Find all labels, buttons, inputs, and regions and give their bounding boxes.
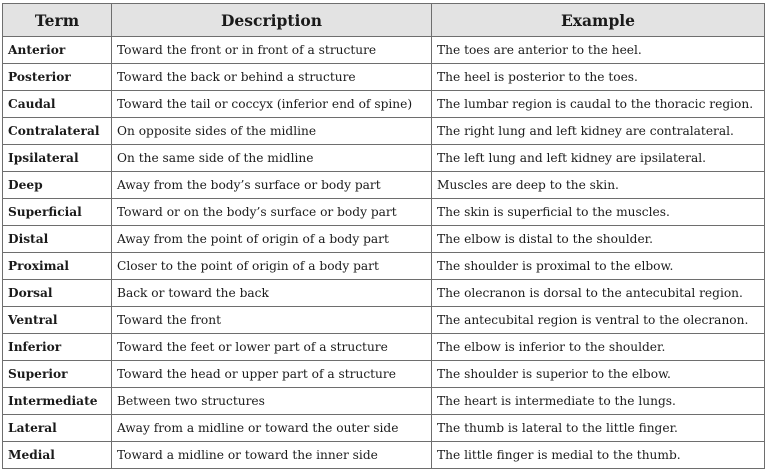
table-row <box>3 145 765 172</box>
table-body <box>3 37 765 469</box>
description-cell: Back or toward the back <box>112 280 432 307</box>
term-cell: Deep <box>3 172 112 199</box>
example-cell: The heart is intermediate to the lungs. <box>432 388 765 415</box>
header-row <box>3 4 765 37</box>
description-cell: Away from the body’s surface or body part <box>112 172 432 199</box>
anatomical-terms-table-container <box>2 3 764 469</box>
table-row <box>3 307 765 334</box>
example-cell: The elbow is inferior to the shoulder. <box>432 334 765 361</box>
description-cell: Toward the tail or coccyx (inferior end of spine) <box>112 91 432 118</box>
description-cell: Toward or on the body’s surface or body part <box>112 199 432 226</box>
description-cell: Toward the back or behind a structure <box>112 64 432 91</box>
example-cell: The shoulder is proximal to the elbow. <box>432 253 765 280</box>
table-row <box>3 199 765 226</box>
term-cell: Superficial <box>3 199 112 226</box>
term-cell: Posterior <box>3 64 112 91</box>
table-row <box>3 226 765 253</box>
header-description: Description <box>112 4 432 37</box>
description-cell: Toward the head or upper part of a structure <box>112 361 432 388</box>
header-example: Example <box>432 4 765 37</box>
table-row <box>3 388 765 415</box>
table-row <box>3 334 765 361</box>
description-cell: Away from a midline or toward the outer side <box>112 415 432 442</box>
term-cell: Proximal <box>3 253 112 280</box>
table-row <box>3 280 765 307</box>
description-cell: Closer to the point of origin of a body part <box>112 253 432 280</box>
term-cell: Ipsilateral <box>3 145 112 172</box>
table-row <box>3 37 765 64</box>
description-cell: On opposite sides of the midline <box>112 118 432 145</box>
table-row <box>3 91 765 118</box>
term-cell: Superior <box>3 361 112 388</box>
table-row <box>3 361 765 388</box>
description-cell: Toward the feet or lower part of a structure <box>112 334 432 361</box>
term-cell: Distal <box>3 226 112 253</box>
example-cell: The lumbar region is caudal to the thoracic region. <box>432 91 765 118</box>
example-cell: The elbow is distal to the shoulder. <box>432 226 765 253</box>
example-cell: The olecranon is dorsal to the antecubital region. <box>432 280 765 307</box>
description-cell: Toward the front or in front of a structure <box>112 37 432 64</box>
term-cell: Contralateral <box>3 118 112 145</box>
table-row <box>3 442 765 469</box>
description-cell: Toward the front <box>112 307 432 334</box>
term-cell: Caudal <box>3 91 112 118</box>
example-cell: The thumb is lateral to the little finger. <box>432 415 765 442</box>
header-term: Term <box>3 4 112 37</box>
description-cell: Away from the point of origin of a body part <box>112 226 432 253</box>
example-cell: Muscles are deep to the skin. <box>432 172 765 199</box>
anatomical-terms-table <box>2 3 765 469</box>
description-cell: Toward a midline or toward the inner side <box>112 442 432 469</box>
term-cell: Lateral <box>3 415 112 442</box>
term-cell: Inferior <box>3 334 112 361</box>
example-cell: The right lung and left kidney are contralateral. <box>432 118 765 145</box>
table-row <box>3 172 765 199</box>
example-cell: The shoulder is superior to the elbow. <box>432 361 765 388</box>
term-cell: Intermediate <box>3 388 112 415</box>
table-row <box>3 64 765 91</box>
example-cell: The skin is superficial to the muscles. <box>432 199 765 226</box>
example-cell: The left lung and left kidney are ipsilateral. <box>432 145 765 172</box>
term-cell: Dorsal <box>3 280 112 307</box>
table-row <box>3 415 765 442</box>
term-cell: Anterior <box>3 37 112 64</box>
description-cell: Between two structures <box>112 388 432 415</box>
example-cell: The little finger is medial to the thumb. <box>432 442 765 469</box>
description-cell: On the same side of the midline <box>112 145 432 172</box>
table-row <box>3 253 765 280</box>
term-cell: Medial <box>3 442 112 469</box>
term-cell: Ventral <box>3 307 112 334</box>
example-cell: The toes are anterior to the heel. <box>432 37 765 64</box>
example-cell: The antecubital region is ventral to the olecranon. <box>432 307 765 334</box>
example-cell: The heel is posterior to the toes. <box>432 64 765 91</box>
table-row <box>3 118 765 145</box>
